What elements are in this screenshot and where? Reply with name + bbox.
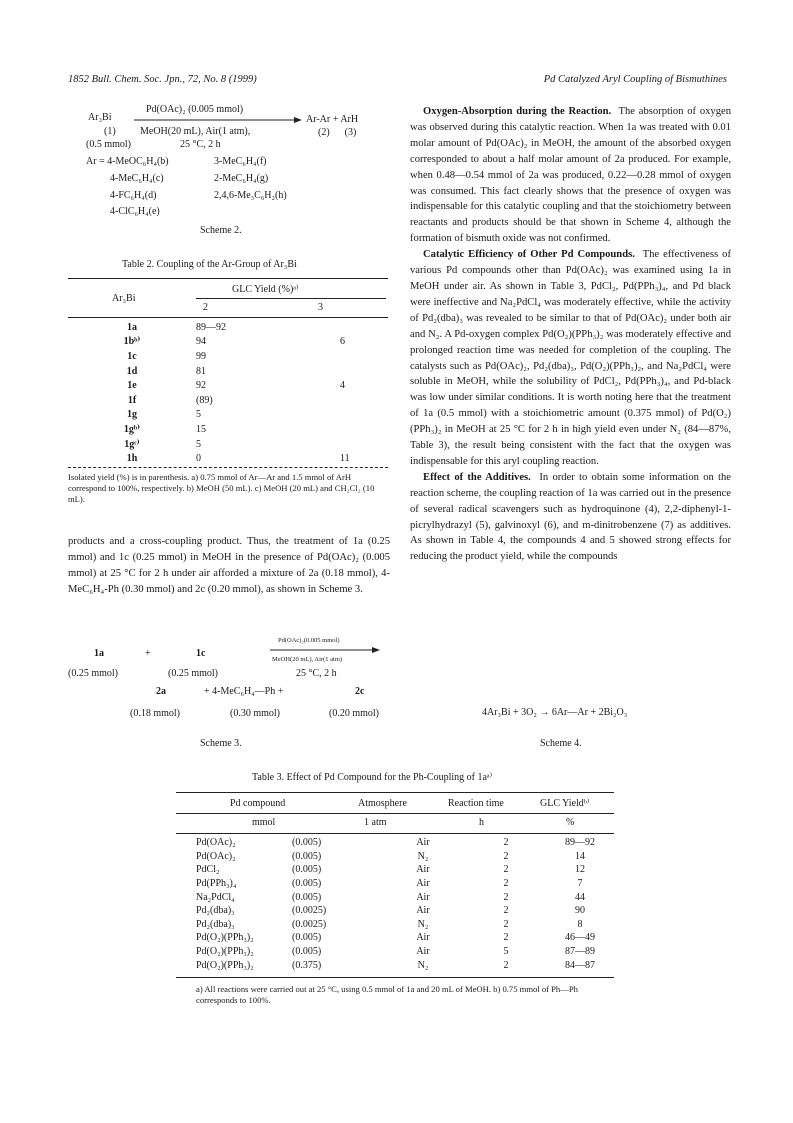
table2-col-3: 3 bbox=[318, 302, 323, 313]
catalytic-efficiency-text: The effectiveness of various Pd compounds other than Pd(OAc)₂ was examined using 1a in MeOH under air. As shown in Table 3, PdCl₂, Pd(PPh₃)₄, and Pd black were ineffective and Na₂PdCl₄ was moderately effective, while the activity of Pd₂(dba)₃ was revealed to be similar to that of Pd(OAc)₂ under both air and N₂. A Pd-oxygen complex Pd(O₂)(PPh₃)₂ was moderately effective and prolonged reaction time was needed for completion of the coupling. The catalysts such as Pd(OAc)₂, Pd₂(dba)₃, Pd(O₂)(PPh₃)₂, and Na₂PdCl₄ were soluble in MeOH, while the solubility of PdCl₂, Pd(PPh₃)₄, and Pd-black was low under similar conditions. It is worth noting here that the treatment of 1a (0.5 mmol) with a stoichiometric amount (0.375 mmol) of Pd(O₂)(PPh₃)₂ in MeOH at 25 °C for 2 h in high yield even under N₂ (84—87%, Table 3), the result being consistent with the fact that the oxygen was indispensable for this aryl coupling reaction. bbox=[410, 249, 731, 467]
scheme2-reactant-amount: (0.5 mmol) bbox=[86, 139, 131, 150]
table3-u-glc: % bbox=[566, 817, 575, 828]
table3-h-glc: GLC Yieldᵇ⁾ bbox=[540, 798, 590, 809]
table2-cell-yield-2: (89) bbox=[196, 394, 213, 406]
table-row bbox=[176, 904, 614, 918]
table-row bbox=[68, 349, 388, 364]
scheme2-arrow bbox=[134, 116, 302, 124]
table3-top-rule bbox=[176, 792, 614, 793]
scheme3-reactant-1-amount: (0.25 mmol) bbox=[68, 668, 118, 679]
table2-cell-yield-2: 99 bbox=[196, 350, 206, 362]
table2-cell-yield-2: 81 bbox=[196, 365, 206, 377]
table3-cell-glc: 46—49 bbox=[565, 932, 595, 944]
table3-cell-glc: 44 bbox=[575, 891, 585, 903]
table3-u-reaction-time: h bbox=[479, 817, 484, 828]
scheme2-ar-2: 4-MeC₆H₄(c) bbox=[110, 173, 164, 184]
table-row bbox=[176, 945, 614, 959]
table3-cell-glc: 7 bbox=[577, 878, 583, 890]
table3-cell-time: 2 bbox=[503, 918, 509, 930]
table3-u-pd: mmol bbox=[252, 817, 276, 828]
table2-cell-ar: 1d bbox=[126, 365, 138, 377]
table3-cell-pd: Pd(O₂)(PPh₃)₂ bbox=[196, 959, 254, 971]
table2-cell-yield-3 bbox=[292, 320, 388, 335]
table3-cell-mmol: (0.0025) bbox=[292, 918, 327, 930]
table3-cell-glc: 87—89 bbox=[565, 946, 595, 958]
table2-body bbox=[68, 320, 388, 466]
table3-cell-pd: Pd(PPh₃)₄ bbox=[196, 878, 237, 890]
scheme3-reactant-1: 1a bbox=[94, 648, 104, 659]
table3-unit-rule bbox=[176, 813, 614, 814]
table2-cell-yield-3 bbox=[292, 349, 388, 364]
table3-cell-glc: 8 bbox=[577, 918, 583, 930]
table-row bbox=[68, 422, 388, 437]
table2-header-rule bbox=[68, 317, 388, 318]
table3-cell-pd: Pd(OAc)₂ bbox=[196, 837, 236, 849]
table2-title: Table 2. Coupling of the Ar-Group of Ar₃Bi bbox=[122, 259, 297, 270]
table3-footnote: a) All reactions were carried out at 25 °C, using 0.5 mmol of 1a and 20 mL of MeOH. b) 0.75 mmol of Ph—Ph corresponds to 100%. bbox=[196, 984, 578, 1005]
table3-cell-atmosphere: Air bbox=[416, 891, 430, 903]
table2-cell-yield-3: 6 bbox=[340, 336, 345, 348]
table3-h-reaction-time: Reaction time bbox=[448, 798, 504, 809]
table2-cell-yield-3 bbox=[292, 393, 388, 408]
table3-cell-pd: Pd(O₂)(PPh₃)₂ bbox=[196, 946, 254, 958]
table3-cell-atmosphere: N₂ bbox=[417, 850, 429, 862]
scheme2-ar-5: 3-MeC₆H₄(f) bbox=[214, 156, 267, 167]
table3-cell-mmol: (0.005) bbox=[292, 932, 322, 944]
scheme2-ar-6: 2-MeC₆H₄(g) bbox=[214, 173, 269, 184]
table2-cell-yield-2: 0 bbox=[196, 453, 201, 465]
table-row bbox=[176, 877, 614, 891]
table-row bbox=[68, 335, 388, 350]
table2-col-2: 2 bbox=[203, 302, 208, 313]
scheme2-ar-7: 2,4,6-Me₃C₆H₂(h) bbox=[214, 190, 287, 201]
table3-u-atmosphere: 1 atm bbox=[364, 817, 387, 828]
scheme2-reactant: Ar₃Bi bbox=[88, 112, 112, 123]
table-row bbox=[68, 437, 388, 452]
table3-cell-time: 2 bbox=[503, 850, 509, 862]
table2-cell-ar: 1gᶜ⁾ bbox=[124, 438, 140, 450]
scheme2-ar-4: 4-ClC₆H₄(e) bbox=[110, 206, 160, 217]
table2-footnote: Isolated yield (%) is in parenthesis. a) 0.75 mmol of Ar—Ar and 1.5 mmol of ArH correspond to 100%, respectively. b) MeOH (50 mL). c) MeOH (20 mL) and CH₂Cl₂ (10 mL). bbox=[68, 472, 375, 504]
oxygen-absorption-paragraph bbox=[410, 104, 731, 247]
scheme3-product-2-amount: (0.30 mmol) bbox=[230, 708, 280, 719]
table2-cell-yield-3 bbox=[292, 422, 388, 437]
catalytic-efficiency-heading: Catalytic Efficiency of Other Pd Compounds. bbox=[423, 249, 635, 261]
scheme3-product-1-amount: (0.18 mmol) bbox=[130, 708, 180, 719]
table3-cell-time: 2 bbox=[503, 878, 509, 890]
table3-cell-atmosphere: Air bbox=[416, 864, 430, 876]
table3-cell-glc: 89—92 bbox=[565, 837, 595, 849]
table2-cell-ar: 1a bbox=[127, 321, 137, 333]
table-row bbox=[68, 364, 388, 379]
table3-cell-glc: 84—87 bbox=[565, 959, 595, 971]
oxygen-absorption-heading: Oxygen-Absorption during the Reaction. bbox=[423, 106, 612, 117]
table3-h-pd: Pd compound bbox=[230, 798, 286, 809]
table3-cell-time: 2 bbox=[503, 837, 509, 849]
table-row bbox=[68, 320, 388, 335]
table2-top-rule bbox=[68, 278, 388, 279]
table2-cell-yield-2: 15 bbox=[196, 423, 206, 435]
table3-body bbox=[176, 836, 614, 972]
table2-cell-yield-3: 11 bbox=[340, 453, 350, 465]
table3-cell-time: 2 bbox=[503, 905, 509, 917]
table2-cell-ar: 1g bbox=[127, 409, 137, 421]
right-body-text bbox=[410, 104, 731, 565]
table3-cell-mmol: (0.005) bbox=[292, 864, 322, 876]
table3-cell-mmol: (0.005) bbox=[292, 891, 322, 903]
table-row bbox=[176, 863, 614, 877]
table3-cell-atmosphere: Air bbox=[416, 932, 430, 944]
table3-cell-atmosphere: Air bbox=[416, 878, 430, 890]
scheme3-reactant-2: 1c bbox=[196, 648, 206, 659]
table2-glc-rule bbox=[196, 298, 386, 299]
table3-cell-glc: 14 bbox=[575, 850, 585, 862]
scheme3-product-1: 2a bbox=[156, 686, 166, 697]
additives-text: In order to obtain some information on the reaction scheme, the coupling reaction of 1a was carried out in the presence of several radical scavengers such as hydroquinone (4), 2,2-diphenyl-1-picrylhydrazyl (5), galvinoxyl (6), and m-dinitrobenzene (7) as additives. As shown in Table 4, the compounds 4 and 5 showed strong effects for reducing the product yield, while the compounds bbox=[410, 471, 731, 563]
table3-cell-atmosphere: N₂ bbox=[417, 959, 429, 971]
catalytic-efficiency-paragraph bbox=[410, 247, 731, 470]
table3-cell-atmosphere: N₂ bbox=[417, 918, 429, 930]
table3-cell-pd: Pd(OAc)₂ bbox=[196, 850, 236, 862]
table3-cell-atmosphere: Air bbox=[416, 905, 430, 917]
scheme2-conditions-2: 25 °C, 2 h bbox=[180, 139, 221, 150]
table3-cell-mmol: (0.375) bbox=[292, 959, 322, 971]
table-row bbox=[68, 378, 388, 393]
table3-cell-glc: 90 bbox=[575, 905, 585, 917]
scheme2-catalyst: Pd(OAc)₂ (0.005 mmol) bbox=[146, 104, 244, 115]
scheme3-plus: + bbox=[145, 648, 151, 659]
table-row bbox=[176, 850, 614, 864]
table3-h-atmosphere: Atmosphere bbox=[358, 798, 407, 809]
table-row bbox=[176, 836, 614, 850]
scheme3-product-3-amount: (0.20 mmol) bbox=[329, 708, 379, 719]
table3-cell-pd: Pd₂(dba)₃ bbox=[196, 905, 235, 917]
scheme3-conditions-1: MeOH(20 mL), Air(1 atm) bbox=[272, 656, 343, 663]
table-row bbox=[68, 451, 388, 466]
table2-cell-yield-2: 5 bbox=[196, 409, 201, 421]
table3-cell-pd: Na₂PdCl₄ bbox=[196, 891, 235, 903]
table2-cell-ar: 1bᵇ⁾ bbox=[123, 336, 141, 348]
table2-cell-ar: 1h bbox=[126, 453, 138, 465]
scheme2-product-numbers: (2) (3) bbox=[318, 127, 357, 138]
table3-cell-mmol: (0.005) bbox=[292, 878, 322, 890]
oxygen-absorption-text: The absorption of oxygen was observed during this catalytic reaction. When 1a was treated with 0.01 molar amount of Pd(OAc)₂ in MeOH, the amount of the absorbed oxygen corresponded to about a half molar amount of 2a produced. For example, when 0.48—0.54 mmol of 2a was produced, 0.22—0.28 mmol of oxygen was consumed. This fact clearly shows that the presence of oxygen was indispensable for this catalytic coupling and that the stoichiometry between reactants and products should be that shown in Scheme 4, although the formation of bismuth oxide was not confirmed. bbox=[410, 106, 732, 245]
table3-cell-pd: Pd(O₂)(PPh₃)₂ bbox=[196, 932, 254, 944]
table3-cell-mmol: (0.0025) bbox=[292, 905, 327, 917]
table2-cell-yield-2: 5 bbox=[196, 438, 201, 450]
table2-bottom-rule bbox=[68, 467, 388, 468]
table2-cell-ar: 1f bbox=[127, 394, 137, 406]
table3-cell-pd: PdCl₂ bbox=[196, 864, 220, 876]
scheme4-equation: 4Ar₃Bi + 3O₂ → 6Ar—Ar + 2Bi₂O₃ bbox=[482, 707, 628, 718]
table3-cell-pd: Pd₂(dba)₃ bbox=[196, 918, 235, 930]
table3-cell-atmosphere: Air bbox=[416, 837, 430, 849]
scheme2-reactant-number: (1) bbox=[104, 126, 116, 137]
left-body-text bbox=[68, 534, 390, 598]
table-row bbox=[176, 918, 614, 932]
scheme3-catalyst: Pd(OAc)₂(0.005 mmol) bbox=[278, 637, 340, 644]
table3-bottom-rule bbox=[176, 977, 614, 978]
scheme2-conditions-1: MeOH(20 mL), Air(1 atm), bbox=[140, 126, 251, 137]
table-row bbox=[176, 931, 614, 945]
scheme3-product-3: 2c bbox=[355, 686, 365, 697]
table2-cell-ar: 1e bbox=[127, 380, 137, 392]
table3-title: Table 3. Effect of Pd Compound for the Ph-Coupling of 1aᵃ⁾ bbox=[252, 772, 493, 783]
table3-cell-mmol: (0.005) bbox=[292, 946, 322, 958]
table2-cell-yield-2: 94 bbox=[196, 336, 206, 348]
table2-col-glc: GLC Yield (%)ᵃ⁾ bbox=[232, 284, 299, 295]
scheme2-caption: Scheme 2. bbox=[200, 225, 242, 236]
table-row bbox=[176, 890, 614, 904]
table3-cell-glc: 12 bbox=[575, 864, 585, 876]
table3-header-rule bbox=[176, 833, 614, 834]
table2-cell-ar: 1c bbox=[127, 350, 137, 362]
scheme3-conditions-2: 25 °C, 2 h bbox=[296, 668, 337, 679]
additives-paragraph bbox=[410, 470, 731, 565]
table3-cell-time: 5 bbox=[503, 946, 509, 958]
running-header-left: 1852 Bull. Chem. Soc. Jpn., 72, No. 8 (1999) bbox=[68, 74, 257, 85]
scheme2-ar-1: Ar = 4-MeOC₆H₄(b) bbox=[86, 156, 169, 167]
scheme3-caption: Scheme 3. bbox=[200, 738, 242, 749]
table2-cell-ar: 1gᵇ⁾ bbox=[123, 423, 141, 435]
table2-cell-yield-2: 92 bbox=[196, 380, 206, 392]
table-row bbox=[176, 958, 614, 972]
additives-heading: Effect of the Additives. bbox=[423, 471, 531, 483]
table-row bbox=[68, 393, 388, 408]
table3-cell-time: 2 bbox=[503, 891, 509, 903]
scheme2-ar-3: 4-FC₆H₄(d) bbox=[110, 190, 157, 201]
table2-cell-yield-3 bbox=[292, 437, 388, 452]
table2-col-ar: Ar₃Bi bbox=[112, 293, 136, 304]
table3-cell-atmosphere: Air bbox=[416, 946, 430, 958]
scheme3-reactant-2-amount: (0.25 mmol) bbox=[168, 668, 218, 679]
table3-cell-time: 2 bbox=[503, 864, 509, 876]
table2-cell-yield-3: 4 bbox=[340, 380, 345, 392]
left-paragraph: products and a cross-coupling product. Thus, the treatment of 1a (0.25 mmol) and 1c (0.25 mmol) in MeOH in the presence of Pd(OAc)₂ (0.005 mmol) at 25 °C for 2 h under air afforded a mixture of 2a (0.18 mmol), 4-MeC₆H₄-Ph (0.30 mmol) and 2c (0.20 mmol), as shown in Scheme 3. bbox=[68, 536, 390, 595]
table3-cell-time: 2 bbox=[503, 959, 509, 971]
table3-cell-mmol: (0.005) bbox=[292, 850, 322, 862]
scheme3-product-2: + 4-MeC₆H₄—Ph + bbox=[204, 686, 284, 697]
scheme2-products: Ar-Ar + ArH bbox=[306, 114, 359, 125]
running-header-right: Pd Catalyzed Aryl Coupling of Bismuthines bbox=[543, 74, 727, 85]
scheme4-caption: Scheme 4. bbox=[540, 738, 582, 749]
scheme3-arrow bbox=[270, 646, 380, 654]
table2-cell-yield-2: 89—92 bbox=[196, 321, 226, 333]
table2-cell-yield-3 bbox=[292, 364, 388, 379]
table3-cell-time: 2 bbox=[503, 932, 509, 944]
table2-cell-yield-3 bbox=[292, 408, 388, 423]
table3-cell-mmol: (0.005) bbox=[292, 837, 322, 849]
table-row bbox=[68, 408, 388, 423]
